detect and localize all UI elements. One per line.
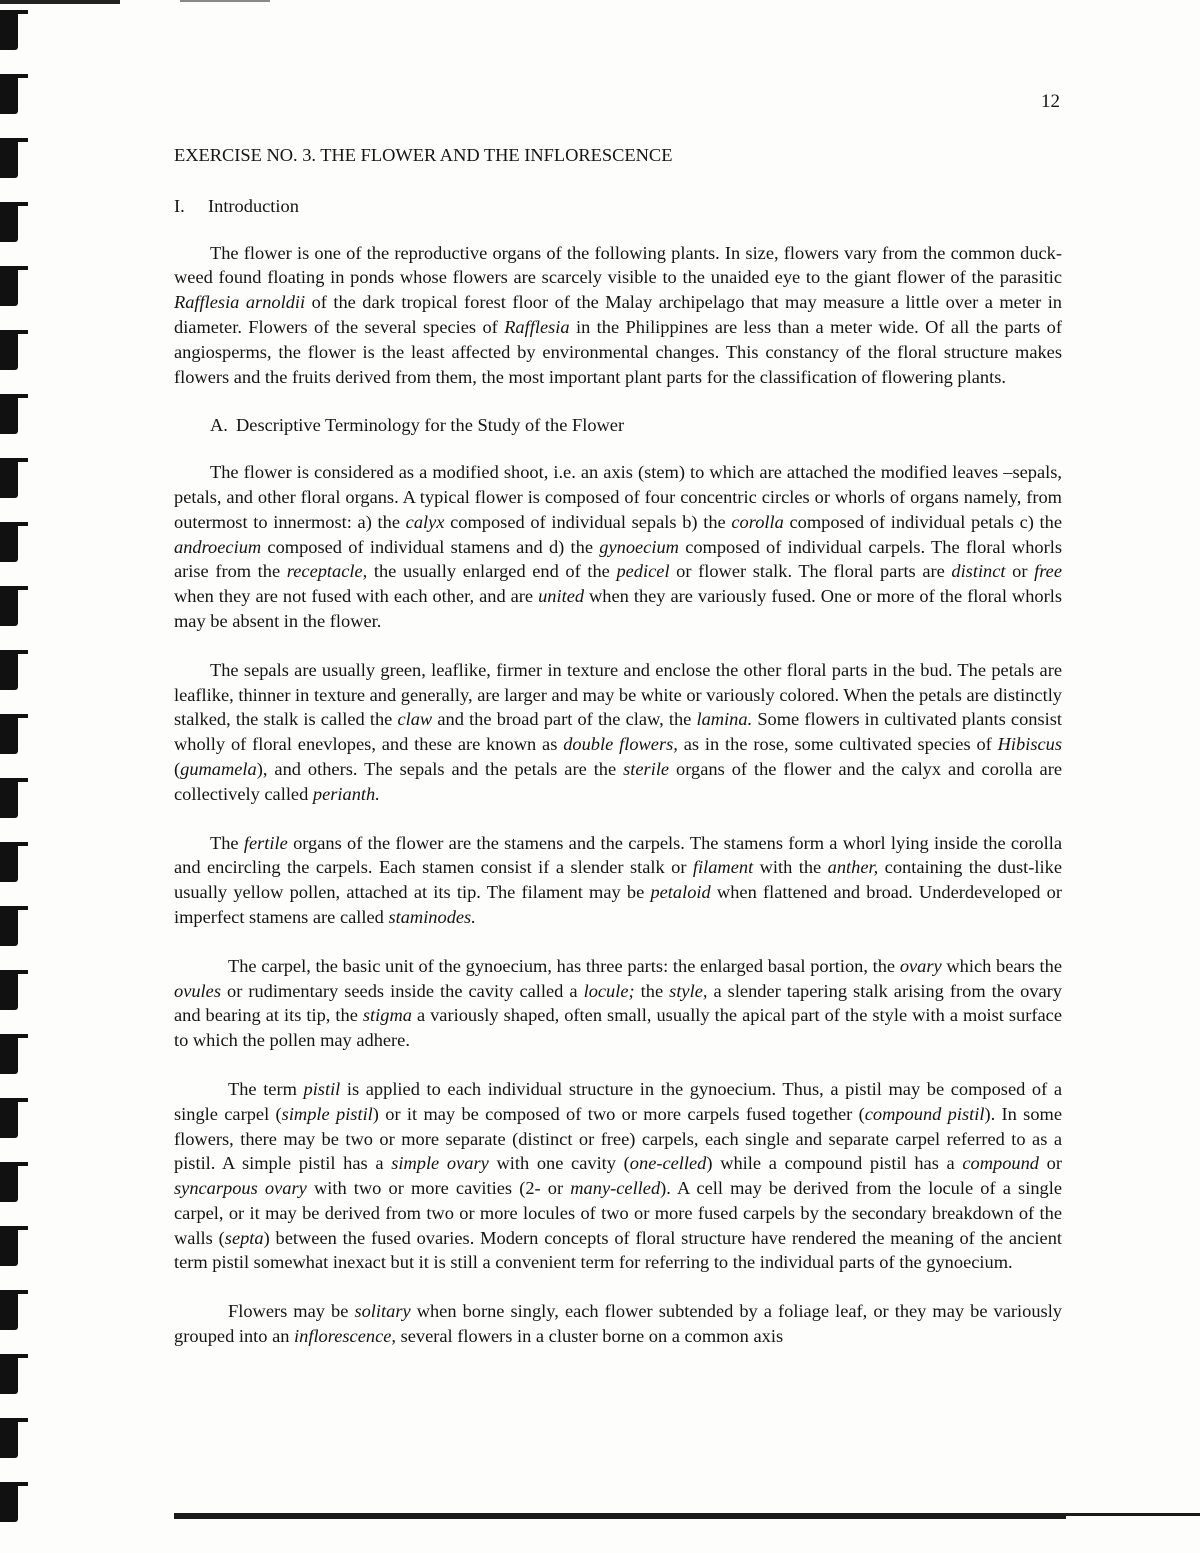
binding-hole xyxy=(0,586,18,626)
binding-hole xyxy=(0,1226,18,1266)
binding-hole xyxy=(0,202,18,242)
spiral-binding xyxy=(0,0,36,1553)
binding-hole xyxy=(0,1290,18,1330)
subsection-number: A. xyxy=(210,415,228,436)
binding-hole xyxy=(0,650,18,690)
section-label: Introduction xyxy=(208,195,299,216)
subsection-label: Descriptive Terminology for the Study of the Flower xyxy=(236,415,625,436)
binding-hole xyxy=(0,138,18,178)
binding-hole xyxy=(0,970,18,1010)
bottom-rule xyxy=(174,1513,1066,1519)
bottom-rule-extension xyxy=(1066,1513,1200,1516)
binding-hole xyxy=(0,74,18,114)
paragraph-stamens: The fertile organs of the flower are the stamens and the carpels. The stamens form a whorl lying inside the corolla and encircling the carpels. Each stamen consist if a slender stalk or filament with the anther, containing the dust-like usually yellow pollen, attached at its tip. The filament may be petaloid when flattened and broad. Underdeveloped or imperfect stamens are called staminodes. xyxy=(174,832,1062,927)
binding-hole xyxy=(0,1162,18,1202)
exercise-title: EXERCISE NO. 3. THE FLOWER AND THE INFLORESCENCE xyxy=(174,145,673,165)
binding-hole xyxy=(0,458,18,498)
binding-hole xyxy=(0,10,18,50)
paragraph-flower-size: The flower is one of the reproductive organs of the following plants. In size, flowers vary from the common duck-weed found floating in ponds whose flowers are scarcely visible to the unaided eye to the giant flower of the parasitic Rafflesia arnoldii of the dark tropical forest floor of the Malay archipelago that may measure a little over a meter in diameter. Flowers of the several species of Rafflesia in the Philippines are less than a meter wide. Of all the parts of angiosperms, the flower is the least affected by environmental changes. This constancy of the floral structure makes flowers and the fruits derived from them, the most important plant parts for the classification of flowering plants. xyxy=(174,242,1062,387)
paragraph-pistil: The term pistil is applied to each individual structure in the gynoecium. Thus, a pistil may be composed of a single carpel (simple pistil) or it may be composed of two or more carpels fused together (compound pistil). In some flowers, there may be two or more separate (distinct or free) carpels, each single and separate carpel referred to as a pistil. A simple pistil has a simple ovary with one cavity (one-celled) while a compound pistil has a compound or syncarpous ovary with two or more cavities (2- or many-celled). A cell may be derived from the locule of a single carpel, or it may be derived from two or more locules of two or more fused carpels by the secondary breakdown of the walls (septa) between the fused ovaries. Modern concepts of floral structure have rendered the meaning of the ancient term pistil somewhat inexact but it is still a convenient term for referring to the individual parts of the gynoecium. xyxy=(174,1078,1063,1273)
binding-hole xyxy=(0,778,18,818)
binding-hole xyxy=(0,1354,18,1394)
binding-hole xyxy=(0,394,18,434)
paragraph-sepals-petals: The sepals are usually green, leaflike, firmer in texture and enclose the other floral parts in the bud. The petals are leaflike, thinner in texture and generally, are larger and may be white or variously colored. When the petals are distinctly stalked, the stalk is called the claw and the broad part of the claw, the lamina. Some flowers in cultivated plants consist wholly of floral enevlopes, and these are known as double flowers, as in the rose, some cultivated species of Hibiscus (gumamela), and others. The sepals and the petals are the sterile organs of the flower and the calyx and corolla are collectively called perianth. xyxy=(174,659,1063,804)
binding-hole xyxy=(0,1482,18,1522)
paragraph-inflorescence: Flowers may be solitary when borne singly, each flower subtended by a foliage leaf, or they may be variously grouped into an inflorescence, several flowers in a cluster borne on a common axis xyxy=(174,1301,1062,1347)
page-number: 12 xyxy=(1041,91,1060,112)
binding-hole xyxy=(0,522,18,562)
binding-hole xyxy=(0,714,18,754)
binding-hole xyxy=(0,1098,18,1138)
section-heading xyxy=(174,194,1062,219)
binding-hole xyxy=(0,906,18,946)
paragraph-flower-structure: The flower is considered as a modified shoot, i.e. an axis (stem) to which are attached the modified leaves –sepals, petals, and other floral organs. A typical flower is composed of four concentric circles or whorls of organs namely, from outermost to innermost: a) the calyx composed of individual sepals b) the corolla composed of individual petals c) the androecium composed of individual stamens and d) the gynoecium composed of individual carpels. The floral whorls arise from the receptacle, the usually enlarged end of the pedicel or flower stalk. The floral parts are distinct or free when they are not fused with each other, and are united when they are variously fused. One or more of the floral whorls may be absent in the flower. xyxy=(174,462,1062,631)
paragraph-carpel: The carpel, the basic unit of the gynoecium, has three parts: the enlarged basal portion, the ovary which bears the ovules or rudimentary seeds inside the cavity called a locule; the style, a slender tapering stalk arising from the ovary and bearing at its tip, the stigma a variously shaped, often small, usually the apical part of the style with a moist surface to which the pollen may adhere. xyxy=(174,955,1063,1051)
binding-hole xyxy=(0,1034,18,1074)
subsection-heading xyxy=(210,413,1062,438)
section-number: I. xyxy=(174,195,185,216)
scan-scribble-mark xyxy=(180,0,270,2)
binding-hole xyxy=(0,266,18,306)
binding-hole xyxy=(0,842,18,882)
document-body xyxy=(174,143,1062,1373)
binding-hole xyxy=(0,1418,18,1458)
binding-hole xyxy=(0,330,18,370)
